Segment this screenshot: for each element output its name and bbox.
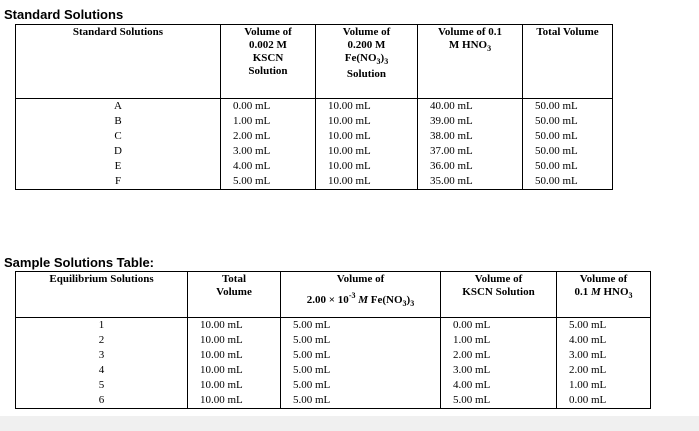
standard-cell-label: E	[16, 159, 221, 174]
header-fe-line2: 0.200 M	[347, 39, 386, 51]
header-hno3-line2	[418, 39, 522, 55]
sample-cell-fe: 5.00 mL	[281, 318, 441, 334]
header-sample-fe-sub2: 3	[410, 299, 415, 308]
standard-row	[16, 174, 613, 190]
standard-cell-kscn: 0.00 mL	[221, 99, 316, 115]
sample-cell-kscn: 5.00 mL	[441, 393, 557, 409]
sample-row	[16, 333, 651, 348]
standard-row	[16, 159, 613, 174]
sample-cell-fe: 5.00 mL	[281, 378, 441, 393]
standard-cell-kscn: 4.00 mL	[221, 159, 316, 174]
sample-cell-kscn: 2.00 mL	[441, 348, 557, 363]
header-sample-fe-close: )	[406, 294, 411, 306]
header-sample-hno3-formula: HNO	[603, 286, 629, 298]
standard-cell-label: B	[16, 114, 221, 129]
header-hno3-volume	[418, 25, 523, 99]
header-sample-kscn-line2: KSCN Solution	[462, 286, 535, 298]
standard-cell-total: 50.00 mL	[523, 99, 613, 115]
sample-cell-total: 10.00 mL	[188, 318, 281, 334]
standard-row	[16, 129, 613, 144]
header-fe-volume	[316, 25, 418, 99]
standard-row	[16, 114, 613, 129]
sample-row	[16, 363, 651, 378]
sample-cell-kscn: 3.00 mL	[441, 363, 557, 378]
sample-cell-kscn: 0.00 mL	[441, 318, 557, 334]
header-fe-line4: Solution	[346, 68, 387, 80]
standard-cell-hno3: 37.00 mL	[418, 144, 523, 159]
standard-cell-total: 50.00 mL	[523, 114, 613, 129]
standard-cell-kscn: 1.00 mL	[221, 114, 316, 129]
sample-cell-hno3: 1.00 mL	[557, 378, 651, 393]
header-hno3-line1: Volume of 0.1	[437, 26, 503, 38]
header-fe-formula-base: Fe(NO	[344, 52, 377, 64]
sample-header-row	[16, 272, 651, 318]
header-sample-fe-exp: -3	[348, 291, 356, 300]
header-fe-close: )	[380, 52, 385, 64]
standard-header-row	[16, 25, 613, 99]
header-kscn-line3: KSCN	[252, 52, 284, 64]
standard-cell-hno3: 38.00 mL	[418, 129, 523, 144]
header-sample-hno3-volume	[557, 272, 651, 318]
standard-cell-total: 50.00 mL	[523, 144, 613, 159]
sample-cell-hno3: 5.00 mL	[557, 318, 651, 334]
sample-cell-label: 5	[16, 378, 188, 393]
sample-cell-fe: 5.00 mL	[281, 363, 441, 378]
header-kscn-volume	[221, 25, 316, 99]
header-sample-total-line1: Total	[221, 273, 247, 285]
header-fe-sub1: 3	[376, 57, 381, 66]
standard-cell-fe: 10.00 mL	[316, 99, 418, 115]
sample-row	[16, 393, 651, 409]
header-sample-hno3-line2	[557, 286, 650, 302]
header-sample-hno3-sub: 3	[628, 291, 633, 300]
sample-row	[16, 378, 651, 393]
sample-cell-label: 3	[16, 348, 188, 363]
sample-cell-total: 10.00 mL	[188, 348, 281, 363]
standard-cell-kscn: 3.00 mL	[221, 144, 316, 159]
header-sample-fe-volume	[281, 272, 441, 318]
header-sample-fe-line1: Volume of	[336, 273, 385, 285]
header-sample-hno3-m: M	[590, 286, 601, 298]
sample-cell-label: 1	[16, 318, 188, 334]
standard-cell-kscn: 2.00 mL	[221, 129, 316, 144]
sample-cell-fe: 5.00 mL	[281, 393, 441, 409]
standard-solutions-title: Standard Solutions	[4, 7, 124, 22]
header-sample-fe-line2	[281, 289, 440, 310]
header-sample-hno3-line1: Volume of	[579, 273, 628, 285]
sample-cell-total: 10.00 mL	[188, 333, 281, 348]
sample-cell-total: 10.00 mL	[188, 393, 281, 409]
standard-solutions-table	[15, 24, 613, 190]
sample-cell-fe: 5.00 mL	[281, 333, 441, 348]
header-sample-hno3-prefix: 0.1	[574, 286, 589, 298]
header-equilibrium-solutions: Equilibrium Solutions	[16, 272, 188, 318]
header-sample-fe-prefix: 2.00 × 10	[306, 294, 349, 306]
standard-cell-total: 50.00 mL	[523, 129, 613, 144]
sample-row	[16, 348, 651, 363]
header-kscn-line1: Volume of	[244, 26, 292, 38]
standard-cell-hno3: 39.00 mL	[418, 114, 523, 129]
standard-cell-fe: 10.00 mL	[316, 129, 418, 144]
sample-cell-kscn: 1.00 mL	[441, 333, 557, 348]
sample-cell-label: 6	[16, 393, 188, 409]
header-sample-fe-sub1: 3	[402, 299, 407, 308]
bottom-background-strip	[0, 416, 699, 431]
sample-solutions-table	[15, 271, 651, 409]
header-standard-solutions: Standard Solutions	[16, 25, 221, 99]
sample-solutions-title: Sample Solutions Table:	[4, 255, 155, 270]
sample-cell-total: 10.00 mL	[188, 363, 281, 378]
header-sample-fe-m: M	[358, 294, 369, 306]
sample-row	[16, 318, 651, 334]
header-sample-kscn-volume	[441, 272, 557, 318]
sample-cell-hno3: 0.00 mL	[557, 393, 651, 409]
sample-cell-label: 4	[16, 363, 188, 378]
header-fe-formula	[316, 52, 417, 68]
header-kscn-line4: Solution	[248, 65, 288, 77]
standard-cell-label: D	[16, 144, 221, 159]
standard-cell-hno3: 35.00 mL	[418, 174, 523, 190]
sample-cell-hno3: 4.00 mL	[557, 333, 651, 348]
standard-cell-total: 50.00 mL	[523, 159, 613, 174]
sample-cell-kscn: 4.00 mL	[441, 378, 557, 393]
header-sample-kscn-line1: Volume of	[474, 273, 523, 285]
standard-cell-hno3: 36.00 mL	[418, 159, 523, 174]
standard-cell-total: 50.00 mL	[523, 174, 613, 190]
standard-cell-fe: 10.00 mL	[316, 114, 418, 129]
standard-row	[16, 99, 613, 115]
standard-cell-fe: 10.00 mL	[316, 174, 418, 190]
sample-cell-total: 10.00 mL	[188, 378, 281, 393]
header-sample-total-line2: Volume	[216, 286, 252, 298]
standard-cell-fe: 10.00 mL	[316, 144, 418, 159]
standard-cell-kscn: 5.00 mL	[221, 174, 316, 190]
standard-cell-label: F	[16, 174, 221, 190]
header-sample-fe-formula: Fe(NO	[370, 294, 403, 306]
sample-cell-label: 2	[16, 333, 188, 348]
header-total-volume: Total Volume	[523, 25, 613, 99]
header-kscn-line2: 0.002 M	[249, 39, 287, 51]
sample-cell-hno3: 2.00 mL	[557, 363, 651, 378]
sample-cell-fe: 5.00 mL	[281, 348, 441, 363]
standard-cell-label: C	[16, 129, 221, 144]
standard-cell-hno3: 40.00 mL	[418, 99, 523, 115]
header-fe-sub2: 3	[384, 57, 389, 66]
sample-cell-hno3: 3.00 mL	[557, 348, 651, 363]
standard-cell-fe: 10.00 mL	[316, 159, 418, 174]
header-hno3-formula: M HNO	[448, 39, 488, 51]
header-fe-line1: Volume of	[342, 26, 391, 38]
header-sample-total-volume	[188, 272, 281, 318]
header-hno3-sub: 3	[487, 44, 492, 53]
standard-row	[16, 144, 613, 159]
standard-cell-label: A	[16, 99, 221, 115]
